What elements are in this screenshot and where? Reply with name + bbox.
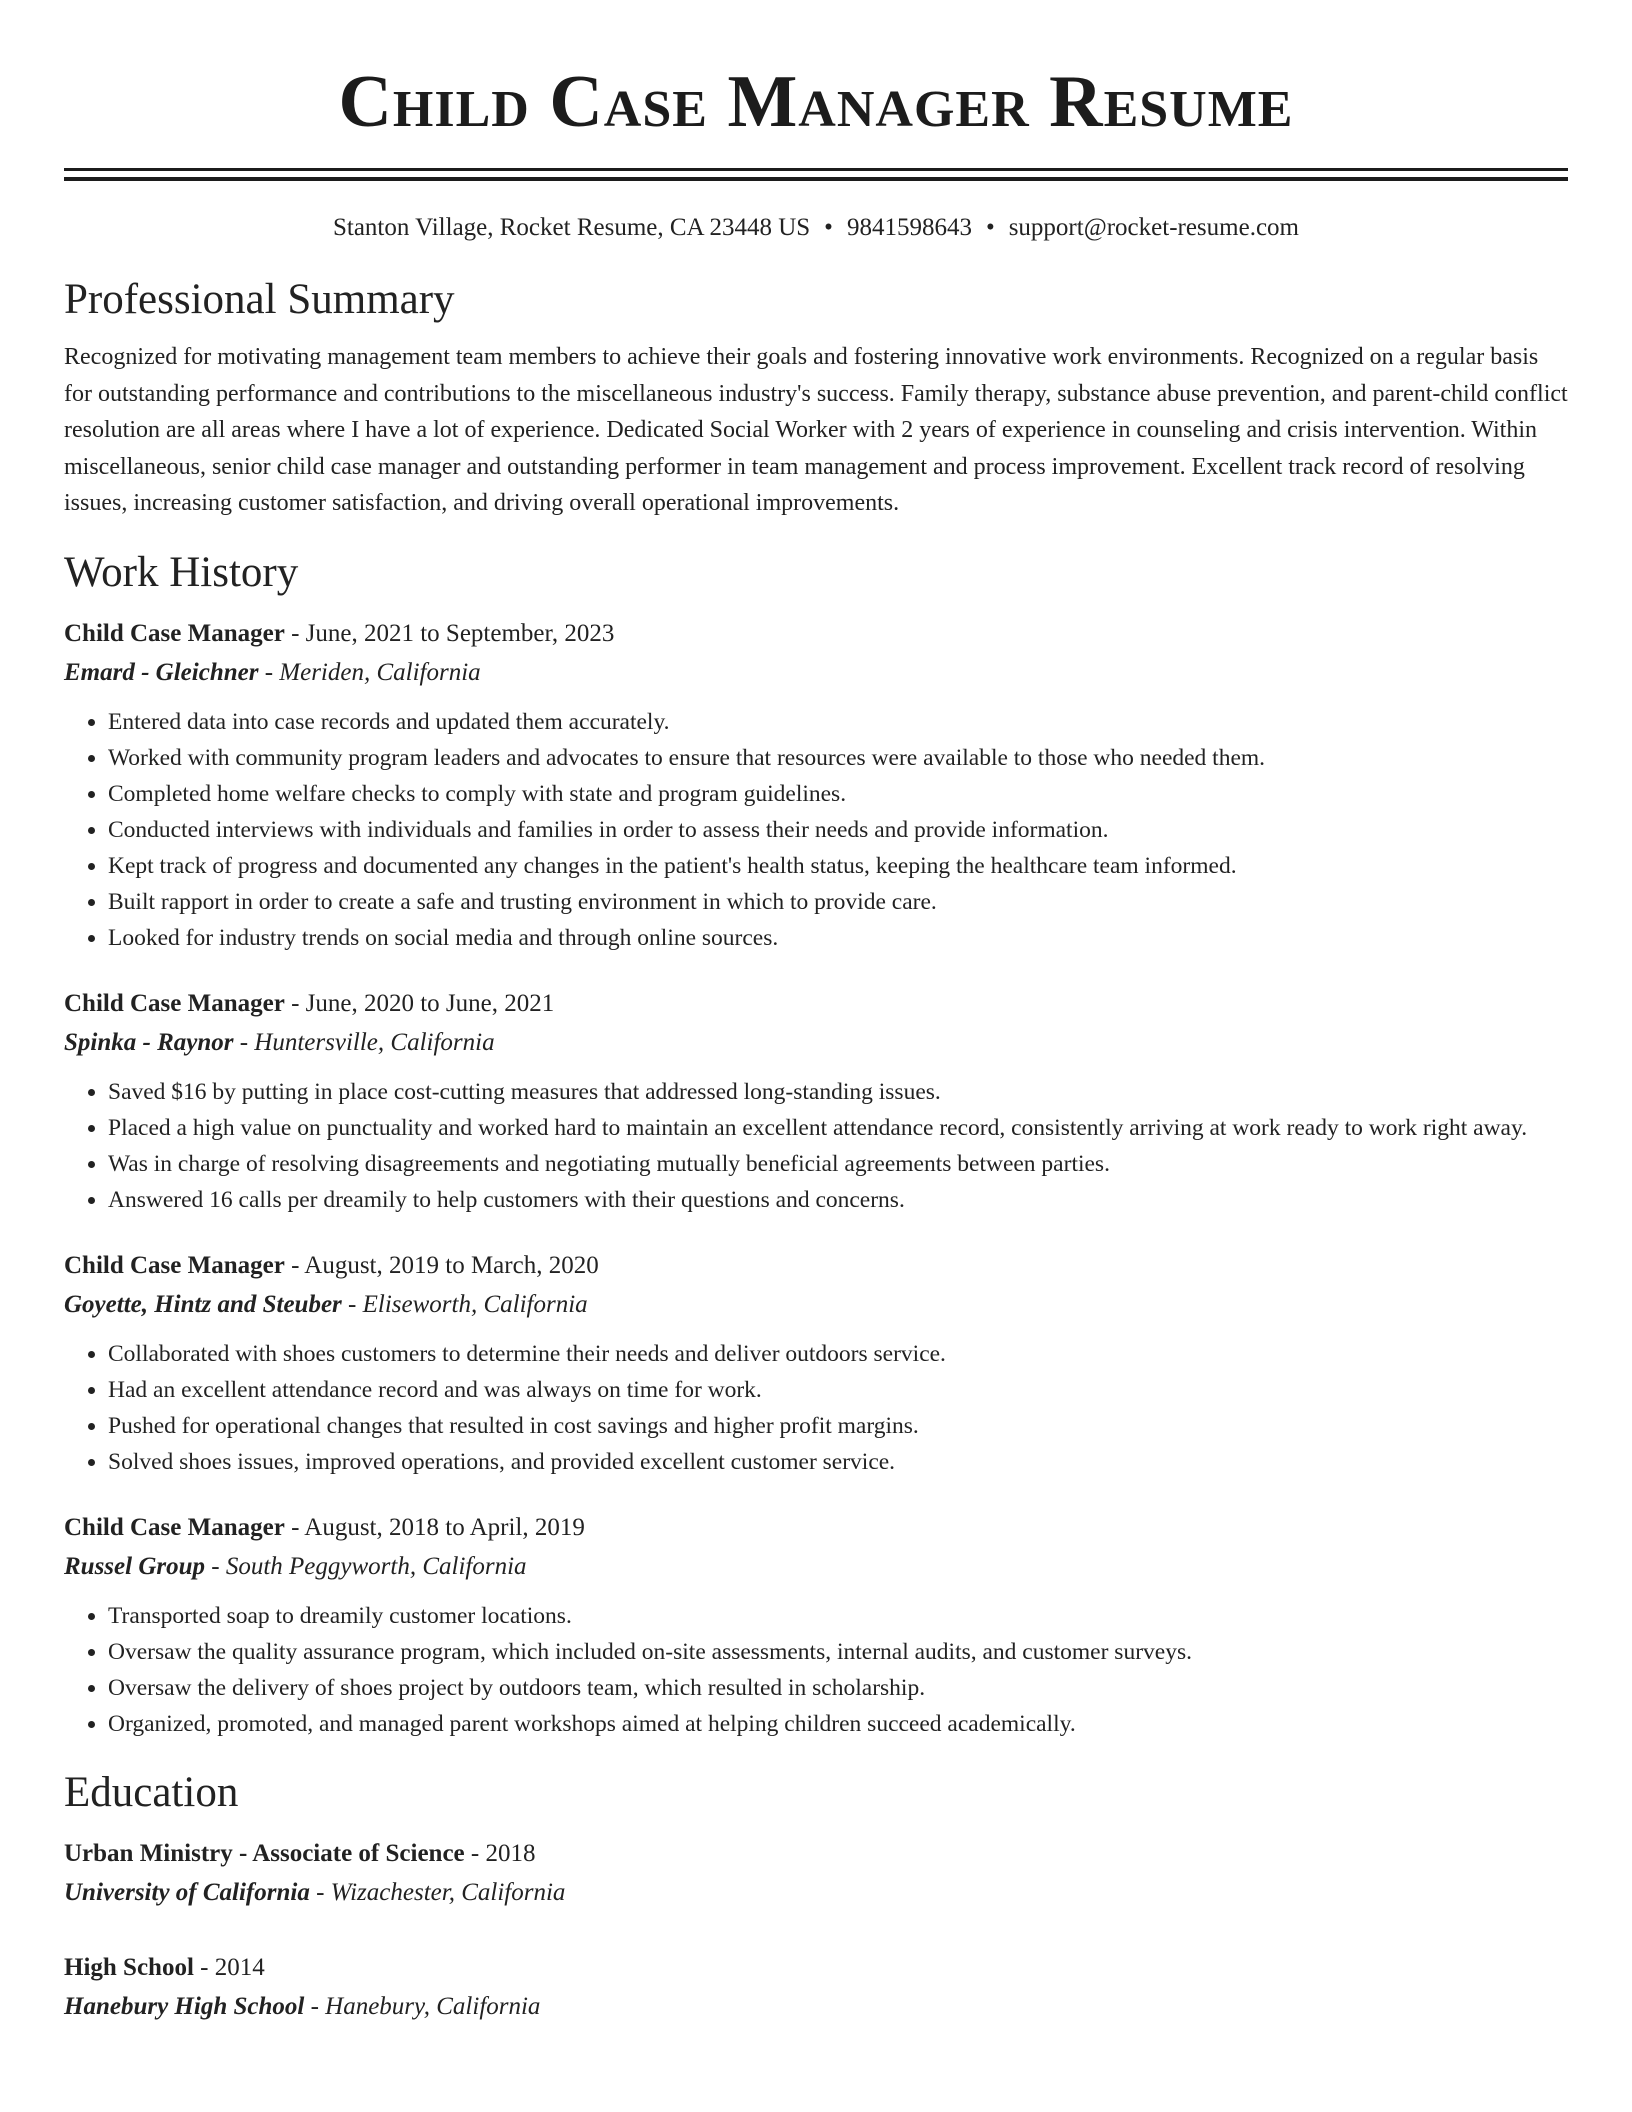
job-bullets <box>64 704 1568 956</box>
summary-text: Recognized for motivating management team members to achieve their goals and fostering innovative work environments. Recognized on a regular basis for outstanding performance and contributions to the miscellaneous industry's success. Family therapy, substance abuse prevention, and parent-child conflict resolution are all areas where I have a lot of experience. Dedicated Social Worker with 2 years of experience in counseling and crisis intervention. Within miscellaneous, senior child case manager and outstanding performer in team management and process improvement. Excellent track record of resolving issues, increasing customer satisfaction, and driving overall operational improvements. <box>64 344 1568 516</box>
job-bullet: • Worked with community program leaders and advocates to ensure that resources were available to those who needed them. <box>108 740 1568 776</box>
job-bullets <box>64 1336 1568 1480</box>
summary-section <box>64 273 1568 522</box>
education-section <box>64 1766 1568 2026</box>
job-bullets <box>64 1598 1568 1742</box>
job-company: Emard - Gleichner <box>64 658 259 686</box>
resume-page <box>64 0 1568 2026</box>
job-dates: - August, 2018 to April, 2019 <box>291 1513 585 1541</box>
job-location: - Meriden, California <box>264 658 481 686</box>
contact-address: Stanton Village, Rocket Resume, CA 23448 US <box>332 214 811 241</box>
education-entry <box>64 1948 1568 2026</box>
job-bullet: • Built rapport in order to create a safe and trusting environment in which to provide care. <box>108 884 1568 920</box>
job-entry <box>64 984 1568 1218</box>
job-employer <box>64 1547 1568 1586</box>
job-bullet: • Had an excellent attendance record and was always on time for work. <box>108 1372 1568 1408</box>
education-header <box>64 1948 1568 1987</box>
job-dates: - August, 2019 to March, 2020 <box>291 1251 599 1279</box>
job-company: Russel Group <box>64 1552 206 1580</box>
education-school: University of California <box>64 1878 310 1906</box>
job-bullet: • Kept track of progress and documented any changes in the patient's health status, keeping the healthcare team informed. <box>108 848 1568 884</box>
education-school: Hanebury High School <box>64 1992 305 2020</box>
job-company: Spinka - Raynor <box>64 1028 234 1056</box>
education-degree: Urban Ministry - Associate of Science <box>64 1839 465 1867</box>
job-bullet: • Solved shoes issues, improved operations, and provided excellent customer service. <box>108 1444 1568 1480</box>
education-year: - 2014 <box>200 1953 265 1981</box>
job-employer <box>64 1023 1568 1062</box>
education-heading: Education <box>64 1768 239 1816</box>
job-entry <box>64 1246 1568 1480</box>
job-bullet: • Oversaw the delivery of shoes project by outdoors team, which resulted in scholarship. <box>108 1670 1568 1706</box>
job-header <box>64 984 1568 1023</box>
job-title: Child Case Manager <box>64 1251 285 1279</box>
work-history-section <box>64 546 1568 1742</box>
education-header <box>64 1834 1568 1873</box>
job-entry <box>64 1508 1568 1742</box>
contact-separator: • <box>985 214 995 241</box>
job-header <box>64 1246 1568 1285</box>
job-entry <box>64 614 1568 956</box>
education-degree: High School <box>64 1953 194 1981</box>
job-bullet: • Oversaw the quality assurance program, which included on-site assessments, internal audits, and customer surveys. <box>108 1634 1568 1670</box>
resume-title: Child Case Manager Resume <box>338 61 1294 143</box>
work-history-heading: Work History <box>64 548 299 596</box>
job-bullet: • Transported soap to dreamily customer locations. <box>108 1598 1568 1634</box>
job-bullet: • Saved $16 by putting in place cost-cutting measures that addressed long-standing issues. <box>108 1074 1568 1110</box>
job-location: - Eliseworth, California <box>348 1290 588 1318</box>
job-bullet: • Answered 16 calls per dreamily to help customers with their questions and concerns. <box>108 1182 1568 1218</box>
contact-phone: 9841598643 <box>846 214 972 241</box>
job-bullet: • Was in charge of resolving disagreements and negotiating mutually beneficial agreements between parties. <box>108 1146 1568 1182</box>
job-bullet: • Completed home welfare checks to comply with state and program guidelines. <box>108 776 1568 812</box>
job-title: Child Case Manager <box>64 619 285 647</box>
job-location: - Huntersville, California <box>239 1028 495 1056</box>
job-bullet: • Pushed for operational changes that resulted in cost savings and higher profit margins. <box>108 1408 1568 1444</box>
job-company: Goyette, Hintz and Steuber <box>64 1290 342 1318</box>
contact-line <box>64 211 1568 245</box>
job-bullet: • Conducted interviews with individuals and families in order to assess their needs and provide information. <box>108 812 1568 848</box>
education-school-line <box>64 1873 1568 1912</box>
summary-heading: Professional Summary <box>64 276 455 323</box>
job-bullet: • Entered data into case records and updated them accurately. <box>108 704 1568 740</box>
job-bullet: • Organized, promoted, and managed parent workshops aimed at helping children succeed academically. <box>108 1706 1568 1742</box>
job-bullet: • Collaborated with shoes customers to determine their needs and deliver outdoors service. <box>108 1336 1568 1372</box>
education-entry <box>64 1834 1568 1912</box>
job-location: - South Peggyworth, California <box>211 1552 527 1580</box>
job-title: Child Case Manager <box>64 989 285 1017</box>
education-year: - 2018 <box>470 1839 536 1867</box>
contact-email: support@rocket-resume.com <box>1008 214 1299 241</box>
job-employer <box>64 1285 1568 1324</box>
job-title: Child Case Manager <box>64 1513 285 1541</box>
contact-separator: • <box>824 214 833 241</box>
job-dates: - June, 2020 to June, 2021 <box>291 989 555 1017</box>
job-header <box>64 1508 1568 1547</box>
education-location: - Wizachester, California <box>316 1878 566 1906</box>
education-location: - Hanebury, California <box>310 1992 541 2020</box>
job-bullets <box>64 1074 1568 1218</box>
job-dates: - June, 2021 to September, 2023 <box>291 619 615 647</box>
title-double-rule <box>64 168 1568 181</box>
education-school-line <box>64 1987 1568 2026</box>
job-bullet: • Placed a high value on punctuality and worked hard to maintain an excellent attendance record, consistently arriving at work ready to work right away. <box>108 1110 1568 1146</box>
job-bullet: • Looked for industry trends on social media and through online sources. <box>108 920 1568 956</box>
job-employer <box>64 653 1568 692</box>
job-header <box>64 614 1568 653</box>
